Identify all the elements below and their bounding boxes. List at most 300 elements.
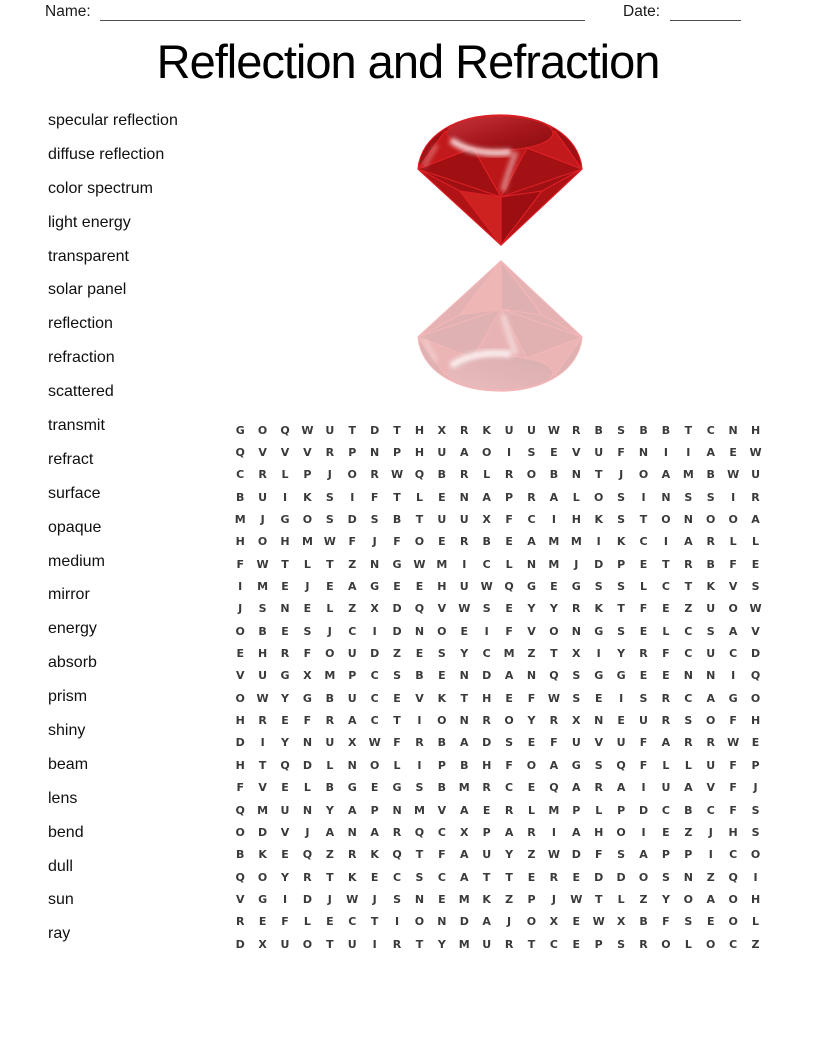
grid-letter: R xyxy=(235,915,245,929)
grid-letter: L xyxy=(415,490,423,504)
grid-letter: I xyxy=(641,490,646,504)
grid-letter: O xyxy=(706,513,716,527)
grid-letter: S xyxy=(325,490,334,504)
grid-letter: S xyxy=(572,669,581,683)
grid-letter: C xyxy=(706,803,715,817)
word-list-item: refract xyxy=(48,450,94,468)
grid-letter: R xyxy=(280,647,290,661)
grid-letter: C xyxy=(370,669,379,683)
grid-letter: I xyxy=(663,446,668,460)
grid-letter: E xyxy=(639,624,648,638)
grid-letter: T xyxy=(482,870,491,884)
grid-letter: I xyxy=(551,513,556,527)
grid-letter: Q xyxy=(280,758,290,772)
grid-letter: R xyxy=(415,736,424,750)
grid-letter: H xyxy=(414,423,425,437)
grid-letter: H xyxy=(437,580,447,594)
grid-letter: X xyxy=(460,825,469,839)
grid-letter: H xyxy=(594,825,604,839)
grid-letter: E xyxy=(662,669,670,683)
grid-letter: I xyxy=(260,736,265,750)
grid-letter: E xyxy=(281,580,289,594)
grid-letter: L xyxy=(729,535,737,549)
grid-letter: N xyxy=(347,758,357,772)
grid-letter: V xyxy=(706,781,715,795)
grid-letter: E xyxy=(482,803,491,817)
grid-letter: H xyxy=(750,714,761,728)
grid-letter: W xyxy=(547,848,560,862)
grid-letter: E xyxy=(438,490,446,504)
grid-letter: R xyxy=(460,468,469,482)
grid-letter: R xyxy=(347,848,357,862)
grid-letter: B xyxy=(661,423,671,437)
grid-letter: I xyxy=(641,825,646,839)
grid-letter: W xyxy=(570,892,583,906)
grid-letter: N xyxy=(571,624,581,638)
grid-letter: A xyxy=(460,736,469,750)
word-list-item: energy xyxy=(48,620,97,638)
word-list-item: beam xyxy=(48,755,89,773)
grid-letter: B xyxy=(460,758,469,772)
grid-letter: O xyxy=(661,937,671,951)
grid-letter: P xyxy=(437,758,446,772)
grid-letter: O xyxy=(526,758,537,772)
grid-letter: N xyxy=(459,490,469,504)
word-list-item: transparent xyxy=(48,247,129,265)
grid-letter: D xyxy=(258,825,268,839)
grid-letter: R xyxy=(684,736,693,750)
grid-letter: R xyxy=(370,468,379,482)
grid-letter: V xyxy=(415,691,424,705)
grid-letter: G xyxy=(347,781,357,795)
grid-letter: H xyxy=(235,535,245,549)
grid-letter: O xyxy=(437,624,447,638)
grid-letter: K xyxy=(303,490,312,504)
grid-letter: I xyxy=(484,624,489,638)
grid-letter: F xyxy=(662,915,670,929)
grid-letter: Y xyxy=(437,937,446,951)
grid-letter: E xyxy=(550,580,558,594)
grid-letter: N xyxy=(683,513,693,527)
word-list-item: refraction xyxy=(48,349,115,367)
grid-letter: T xyxy=(415,848,424,862)
grid-letter: O xyxy=(728,513,738,527)
grid-letter: D xyxy=(370,647,380,661)
grid-letter: I xyxy=(282,892,288,906)
grid-letter: E xyxy=(393,580,401,594)
grid-letter: E xyxy=(326,915,334,929)
grid-letter: A xyxy=(347,580,357,594)
grid-letter: A xyxy=(684,535,693,549)
word-list-item: mirror xyxy=(48,586,90,604)
grid-letter: U xyxy=(527,423,536,437)
grid-letter: F xyxy=(438,848,446,862)
grid-letter: R xyxy=(460,535,469,549)
grid-letter: H xyxy=(258,647,268,661)
grid-letter: D xyxy=(616,870,626,884)
grid-letter: T xyxy=(460,691,469,705)
grid-letter: K xyxy=(482,892,491,906)
grid-letter: Y xyxy=(325,803,334,817)
word-list-item: sun xyxy=(48,891,74,909)
grid-letter: N xyxy=(683,870,693,884)
grid-letter: Y xyxy=(281,736,289,750)
grid-letter: T xyxy=(505,870,513,884)
grid-letter: V xyxy=(751,624,760,638)
grid-letter: S xyxy=(706,490,715,504)
grid-letter: R xyxy=(325,714,335,728)
grid-letter: S xyxy=(617,848,626,862)
grid-letter: M xyxy=(548,535,560,549)
grid-letter: V xyxy=(235,669,245,683)
grid-letter: T xyxy=(684,580,693,594)
grid-letter: R xyxy=(325,446,335,460)
grid-letter: X xyxy=(572,714,581,728)
grid-letter: W xyxy=(390,468,404,482)
grid-letter: K xyxy=(594,513,603,527)
grid-letter: C xyxy=(527,513,536,527)
grid-letter: C xyxy=(729,647,738,661)
grid-letter: R xyxy=(303,870,312,884)
grid-letter: F xyxy=(662,647,670,661)
grid-letter: V xyxy=(303,446,312,460)
grid-letter: A xyxy=(460,848,469,862)
grid-letter: H xyxy=(235,714,245,728)
grid-letter: Q xyxy=(414,468,425,482)
grid-letter: S xyxy=(684,714,693,728)
grid-letter: S xyxy=(437,647,446,661)
grid-letter: E xyxy=(594,691,603,705)
grid-letter: A xyxy=(661,468,671,482)
grid-letter: X xyxy=(616,915,626,929)
grid-letter: U xyxy=(594,446,604,460)
grid-letter: O xyxy=(750,848,761,862)
grid-letter: K xyxy=(594,602,603,616)
grid-letter: C xyxy=(348,624,357,638)
word-list-item: absorb xyxy=(48,654,97,672)
grid-letter: D xyxy=(482,669,492,683)
grid-letter: Z xyxy=(505,892,514,906)
grid-letter: N xyxy=(594,714,604,728)
grid-letter: R xyxy=(572,423,581,437)
grid-letter: P xyxy=(617,803,626,817)
grid-letter: E xyxy=(527,736,536,750)
grid-letter: O xyxy=(257,423,268,437)
grid-letter: I xyxy=(462,557,467,571)
grid-letter: Y xyxy=(527,602,536,616)
grid-letter: L xyxy=(662,758,670,772)
grid-letter: U xyxy=(706,602,716,616)
grid-letter: I xyxy=(686,446,691,460)
grid-letter: A xyxy=(504,825,514,839)
grid-letter: O xyxy=(728,602,738,616)
grid-letter: P xyxy=(617,557,626,571)
grid-letter: U xyxy=(639,714,648,728)
grid-letter: G xyxy=(594,669,604,683)
grid-letter: O xyxy=(347,468,357,482)
grid-letter: R xyxy=(549,870,559,884)
grid-letter: S xyxy=(594,758,603,772)
grid-letter: M xyxy=(548,557,560,571)
grid-letter: E xyxy=(258,915,267,929)
grid-letter: F xyxy=(594,848,603,862)
grid-letter: N xyxy=(683,669,693,683)
grid-letter: Z xyxy=(684,602,693,616)
grid-letter: C xyxy=(482,647,491,661)
grid-letter: S xyxy=(527,446,536,460)
grid-letter: S xyxy=(572,691,581,705)
grid-letter: H xyxy=(482,758,492,772)
grid-letter: U xyxy=(616,736,626,750)
grid-letter: F xyxy=(550,736,558,750)
grid-letter: S xyxy=(706,624,715,638)
grid-letter: B xyxy=(392,513,402,527)
grid-letter: N xyxy=(526,557,537,571)
grid-letter: B xyxy=(706,557,715,571)
grid-letter: Q xyxy=(235,803,245,817)
grid-letter: J xyxy=(708,825,713,839)
grid-letter: K xyxy=(347,870,357,884)
grid-letter: U xyxy=(325,423,335,437)
grid-letter: U xyxy=(482,848,492,862)
grid-letter: M xyxy=(458,937,470,951)
grid-letter: Q xyxy=(302,848,313,862)
grid-letter: A xyxy=(728,624,738,638)
grid-letter: P xyxy=(482,825,491,839)
grid-letter: N xyxy=(414,624,425,638)
grid-letter: E xyxy=(393,691,401,705)
grid-letter: B xyxy=(639,423,648,437)
grid-letter: L xyxy=(303,915,311,929)
grid-letter: D xyxy=(392,624,402,638)
grid-letter: I xyxy=(619,691,624,705)
grid-letter: V xyxy=(728,580,738,594)
grid-letter: S xyxy=(393,669,402,683)
grid-letter: P xyxy=(393,446,402,460)
grid-letter: O xyxy=(683,892,693,906)
grid-letter: S xyxy=(617,513,626,527)
grid-letter: R xyxy=(594,781,603,795)
grid-letter: N xyxy=(280,602,290,616)
grid-letter: I xyxy=(417,758,422,772)
grid-letter: E xyxy=(527,870,536,884)
red-diamond-gem-icon xyxy=(415,107,585,399)
grid-letter: J xyxy=(327,468,332,482)
grid-letter: C xyxy=(482,557,491,571)
grid-letter: O xyxy=(594,490,604,504)
grid-letter: O xyxy=(750,691,761,705)
grid-letter: A xyxy=(482,490,491,504)
grid-letter: I xyxy=(395,915,400,929)
grid-letter: P xyxy=(751,758,760,772)
grid-letter: J xyxy=(372,892,377,906)
grid-letter: C xyxy=(684,691,693,705)
grid-letter: F xyxy=(393,535,401,549)
grid-letter: I xyxy=(417,714,422,728)
grid-letter: B xyxy=(437,781,447,795)
date-label: Date: xyxy=(623,3,661,20)
grid-letter: O xyxy=(481,446,492,460)
grid-letter: W xyxy=(749,602,762,616)
grid-letter: L xyxy=(326,602,334,616)
grid-letter: G xyxy=(526,580,536,594)
grid-letter: Z xyxy=(706,870,715,884)
grid-letter: V xyxy=(437,803,447,817)
grid-letter: N xyxy=(638,446,649,460)
grid-letter: G xyxy=(235,423,245,437)
word-list-item: diffuse reflection xyxy=(48,145,165,163)
grid-letter: I xyxy=(663,535,668,549)
grid-letter: U xyxy=(706,758,716,772)
grid-letter: Q xyxy=(728,870,738,884)
grid-letter: F xyxy=(617,446,625,460)
grid-letter: B xyxy=(684,803,693,817)
grid-letter: Z xyxy=(751,937,760,951)
grid-letter: J xyxy=(260,513,265,527)
word-list-item: lens xyxy=(48,789,78,807)
grid-letter: V xyxy=(572,446,581,460)
grid-letter: L xyxy=(572,490,580,504)
grid-letter: I xyxy=(731,490,736,504)
grid-letter: O xyxy=(504,714,514,728)
grid-letter: S xyxy=(751,580,760,594)
grid-letter: D xyxy=(594,870,604,884)
grid-letter: N xyxy=(392,803,402,817)
grid-letter: N xyxy=(302,736,313,750)
grid-letter: E xyxy=(505,691,513,705)
grid-letter: A xyxy=(527,535,536,549)
grid-letter: X xyxy=(482,513,491,527)
grid-letter: T xyxy=(326,937,334,951)
grid-letter: R xyxy=(684,557,693,571)
grid-letter: I xyxy=(753,870,758,884)
grid-letter: I xyxy=(596,535,601,549)
grid-letter: E xyxy=(415,647,424,661)
grid-letter: G xyxy=(616,669,626,683)
grid-letter: F xyxy=(236,781,244,795)
word-list-item: color spectrum xyxy=(48,179,153,197)
grid-letter: I xyxy=(731,669,736,683)
grid-letter: I xyxy=(551,825,556,839)
grid-letter: P xyxy=(572,803,581,817)
grid-letter: U xyxy=(347,647,357,661)
grid-letter: C xyxy=(370,714,379,728)
grid-letter: Y xyxy=(460,647,469,661)
grid-letter: D xyxy=(392,602,402,616)
grid-letter: X xyxy=(347,736,357,750)
grid-letter: A xyxy=(661,736,671,750)
grid-letter: E xyxy=(415,580,424,594)
grid-letter: I xyxy=(238,580,243,594)
grid-letter: O xyxy=(235,825,245,839)
grid-letter: I xyxy=(641,781,646,795)
grid-letter: N xyxy=(370,557,380,571)
grid-letter: T xyxy=(258,758,267,772)
grid-letter: M xyxy=(324,669,336,683)
grid-letter: G xyxy=(280,513,290,527)
grid-letter: D xyxy=(235,736,245,750)
grid-letter: E xyxy=(505,602,513,616)
grid-letter: V xyxy=(258,446,267,460)
grid-letter: Y xyxy=(281,870,289,884)
grid-letter: E xyxy=(751,557,760,571)
grid-letter: O xyxy=(369,758,380,772)
grid-letter: C xyxy=(437,825,446,839)
word-list-item: ray xyxy=(48,925,71,943)
grid-letter: W xyxy=(592,915,605,929)
grid-letter: H xyxy=(414,446,425,460)
grid-letter: R xyxy=(527,825,536,839)
grid-letter: X xyxy=(572,647,581,661)
grid-letter: R xyxy=(639,937,648,951)
grid-letter: Q xyxy=(414,602,425,616)
grid-letter: S xyxy=(617,937,626,951)
grid-letter: F xyxy=(303,647,312,661)
grid-letter: A xyxy=(460,870,469,884)
word-list-item: transmit xyxy=(48,416,105,434)
grid-letter: M xyxy=(257,803,269,817)
grid-letter: K xyxy=(616,535,626,549)
grid-letter: E xyxy=(706,915,715,929)
grid-letter: R xyxy=(706,535,715,549)
grid-letter: P xyxy=(303,468,312,482)
grid-letter: C xyxy=(729,937,738,951)
grid-letter: U xyxy=(706,647,716,661)
grid-letter: E xyxy=(550,446,558,460)
grid-letter: P xyxy=(348,446,357,460)
grid-letter: A xyxy=(706,892,715,906)
grid-letter: Q xyxy=(504,580,514,594)
word-list-item: reflection xyxy=(48,315,113,333)
grid-letter: Z xyxy=(684,825,693,839)
grid-letter: Q xyxy=(414,825,425,839)
grid-letter: E xyxy=(460,624,469,638)
grid-letter: R xyxy=(661,691,671,705)
word-list-item: surface xyxy=(48,484,101,502)
grid-letter: R xyxy=(572,602,581,616)
grid-letter: L xyxy=(617,892,625,906)
grid-letter: R xyxy=(460,423,469,437)
grid-letter: E xyxy=(370,781,379,795)
grid-letter: U xyxy=(504,423,514,437)
grid-letter: W xyxy=(547,423,560,437)
grid-letter: B xyxy=(594,423,603,437)
grid-letter: A xyxy=(572,825,581,839)
grid-letter: D xyxy=(302,758,312,772)
grid-letter: X xyxy=(549,915,559,929)
grid-letter: U xyxy=(437,446,447,460)
grid-letter: T xyxy=(326,870,334,884)
grid-letter: W xyxy=(256,557,269,571)
grid-letter: O xyxy=(706,937,716,951)
grid-letter: G xyxy=(571,758,581,772)
grid-letter: A xyxy=(572,781,581,795)
grid-letter: O xyxy=(638,870,649,884)
grid-letter: A xyxy=(370,825,379,839)
grid-letter: O xyxy=(257,870,268,884)
grid-letter: L xyxy=(393,758,401,772)
grid-letter: B xyxy=(236,490,245,504)
grid-letter: C xyxy=(661,580,670,594)
grid-letter: B xyxy=(549,468,559,482)
grid-letter: C xyxy=(684,624,693,638)
grid-letter: E xyxy=(527,781,536,795)
grid-letter: U xyxy=(280,937,290,951)
grid-letter: G xyxy=(571,580,581,594)
name-blank-line xyxy=(100,20,585,21)
grid-letter: O xyxy=(728,915,738,929)
grid-letter: V xyxy=(594,736,603,750)
